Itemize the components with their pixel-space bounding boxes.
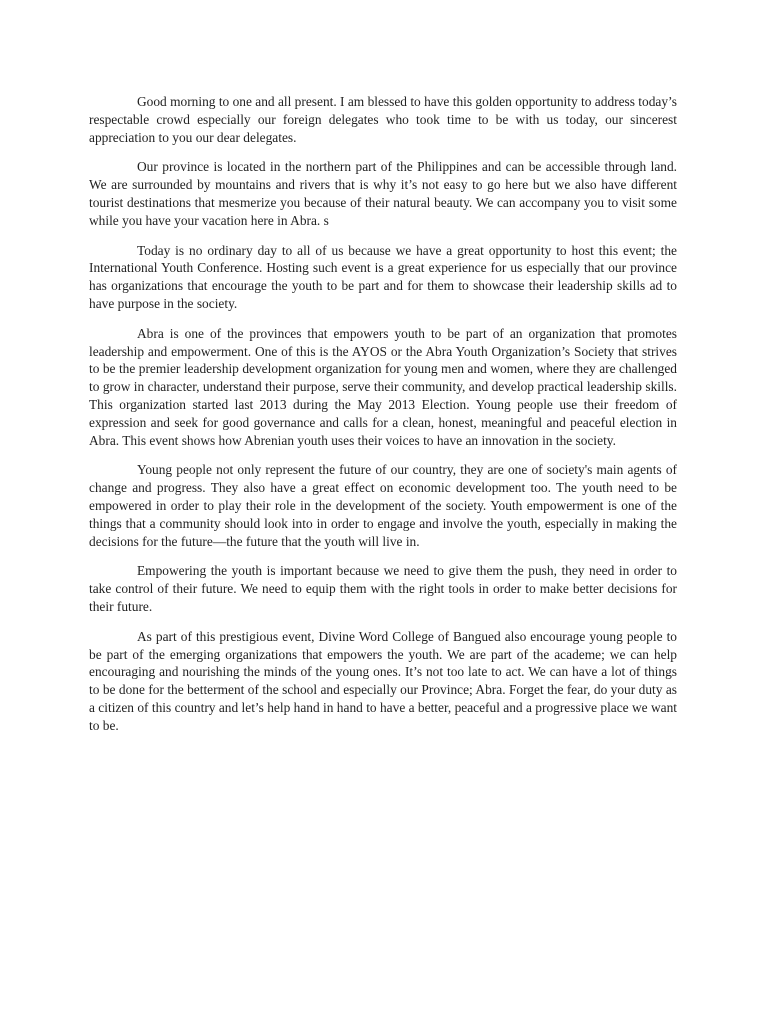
paragraph-greeting: Good morning to one and all present. I am blessed to have this golden opportunity to address today’s respectable crowd especially our foreign delegates who took time to be with us today, our sincerest appreciation to you our dear delegates. <box>89 94 677 145</box>
paragraph-closing: As part of this prestigious event, Divine Word College of Bangued also encourage young people to be part of the emerging organizations that empowers the youth. We are part of the academe; we can help encouraging and nourishing the minds of the young ones. It’s not too late to act. We can have a lot of things to be done for the betterment of the school and especially our Province; Abra. Forget the fear, do your duty as a citizen of this country and let’s help hand in hand to have a better, peaceful and a progressive place we want to be. <box>89 628 677 733</box>
document-page <box>89 93 677 747</box>
paragraph-province: Our province is located in the northern part of the Philippines and can be accessible through land. We are surrounded by mountains and rivers that is why it’s not easy to go here but we also have different tourist destinations that mesmerize you because of their natural beauty. We can accompany you to visit some while you have your vacation here in Abra. s <box>89 159 677 228</box>
paragraph-young-people: Young people not only represent the future of our country, they are one of society's main agents of change and progress. They also have a great effect on economic development too. The youth need to be empowered in order to play their role in the development of the society. Youth empowerment is one of the things that a community should look into in order to engage and involve the youth, especially in making the decisions for the future—the future that the youth will live in. <box>89 462 677 549</box>
paragraph-ayos: Abra is one of the provinces that empowers youth to be part of an organization that promotes leadership and empowerment. One of this is the AYOS or the Abra Youth Organization’s Society that strives to be the premier leadership development organization for young men and women, where they are challenged to grow in character, understand their purpose, serve their community, and develop practical leadership skills. This organization started last 2013 during the May 2013 Election. Young people use their freedom of expression and seek for good governance and calls for a clean, honest, meaningful and peaceful election in Abra. This event shows how Abrenian youth uses their voices to have an innovation in the society. <box>89 325 677 448</box>
paragraph-conference: Today is no ordinary day to all of us because we have a great opportunity to host this event; the International Youth Conference. Hosting such event is a great experience for us especially that our province has organizations that encourage the youth to be part and for them to showcase their leadership skills ad to have purpose in the society. <box>89 242 677 311</box>
paragraph-empowering: Empowering the youth is important because we need to give them the push, they need in order to take control of their future. We need to equip them with the right tools in order to make better decisions for their future. <box>89 563 677 614</box>
